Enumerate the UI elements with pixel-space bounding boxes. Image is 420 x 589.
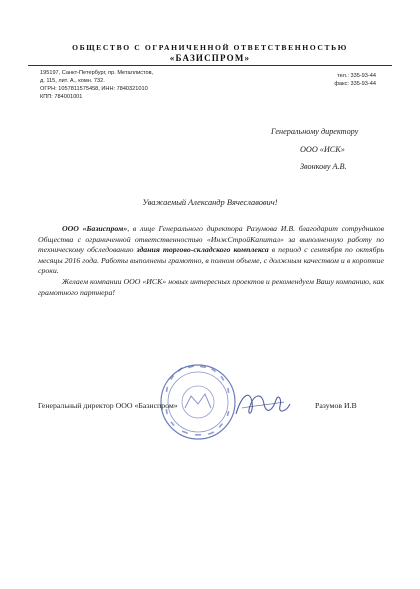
letterhead-divider — [28, 65, 392, 66]
addressee-position: Генеральному директору — [271, 127, 359, 136]
company-title: ОБЩЕСТВО С ОГРАНИЧЕННОЙ ОТВЕТСТВЕННОСТЬЮ — [72, 43, 348, 52]
company-name: «БАЗИСПРОМ» — [169, 53, 251, 63]
address-line-2: д. 115, лит. А., комн. 732. — [40, 78, 105, 84]
addressee-name: Звонкову А.В. — [300, 162, 347, 171]
body-paragraph-2: Желаем компании ООО «ИСК» новых интересных проектов и рекомендуем Вашу компанию, как грамотного партнера! — [38, 276, 384, 297]
ogrn-inn: ОГРН: 1057811575458, ИНН: 7840321010 — [40, 86, 148, 92]
body-paragraph-1 — [38, 224, 384, 277]
letter-body — [38, 224, 384, 298]
addressee-company: ООО «ИСК» — [300, 145, 345, 154]
body-company-name: ООО «Базиспром» — [62, 224, 128, 233]
signatory-name: Разумов И.В — [315, 401, 357, 410]
kpp: КПП: 784001001 — [40, 94, 83, 100]
handwritten-signature — [232, 384, 292, 424]
body-text-part-1: , в лице Генерального директора Разумова И.В. благодарит сотрудников Общества с ограниченной ответственностью «ИнжСтройКапитал» за выполненную работу по техническому обследованию — [38, 224, 384, 255]
phone: тел.: 335-93-44 — [337, 73, 376, 79]
fax: факс: 335-93-44 — [334, 81, 376, 87]
address-line-1: 195197, Санкт-Петербург, пр. Металлистов, — [40, 70, 154, 76]
greeting: Уважаемый Александр Вячеславович! — [142, 198, 278, 207]
body-object-name: здания торгово-складского комплекса — [136, 245, 269, 255]
body-text-part-2: в период с сентября по октябрь месяцы 2016 года. Работы выполнены грамотно, в полном объеме, с должным качеством и в короткие сроки. — [38, 245, 385, 276]
signatory-title: Генеральный директор ООО «Базиспром» — [38, 401, 178, 410]
